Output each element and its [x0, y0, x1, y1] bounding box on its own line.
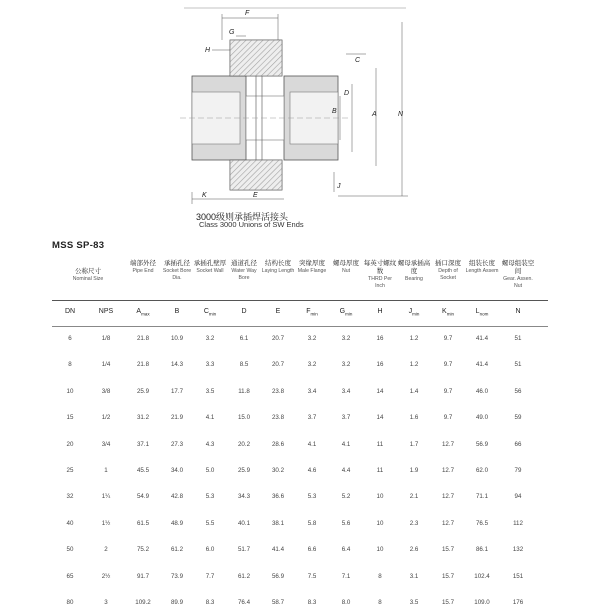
header-c-en: Socket Wall — [196, 268, 224, 274]
table-cell: 16 — [376, 335, 384, 342]
table-cell: 1.7 — [409, 440, 419, 448]
table-cell: 3.3 — [205, 361, 215, 369]
table-cell: 21.8 — [136, 335, 150, 342]
symbol-a: $A_{max}$ — [136, 308, 150, 317]
table-cell: 91.7 — [136, 572, 150, 580]
header-l-en: Length Assem — [465, 268, 499, 274]
table-cell: 25 — [66, 466, 74, 474]
table-cell: 54.9 — [136, 493, 150, 501]
header-c-zh: 承插孔壁厚 — [193, 260, 227, 267]
header-a — [126, 260, 160, 275]
table-cell: 8.5 — [239, 361, 249, 369]
dim-label-d: D — [344, 90, 350, 97]
table-cell: 51.7 — [237, 546, 251, 554]
table-symbol-row — [52, 300, 548, 326]
table-cell: 31.2 — [136, 414, 150, 422]
table-row — [52, 405, 548, 431]
table-cell: 21.8 — [136, 361, 150, 369]
table-cell: 10.9 — [170, 335, 184, 342]
table-cell: 6 — [68, 335, 72, 342]
table-cell: 86.1 — [475, 546, 489, 554]
table-cell: 10 — [376, 546, 384, 554]
table-cell: 48.9 — [170, 519, 184, 527]
table-cell: 3.2 — [341, 335, 351, 342]
table-cell: 15.0 — [237, 414, 251, 422]
standard-title: MSS SP-83 — [52, 240, 105, 251]
table-cell: 1 — [104, 466, 108, 474]
table-cell: 12.7 — [441, 466, 455, 474]
table-cell: 4.1 — [341, 440, 351, 448]
table-cell: 4.1 — [205, 414, 215, 422]
table-cell: 132 — [512, 546, 524, 554]
table-cell: 28.6 — [271, 440, 285, 448]
table-row — [52, 484, 548, 510]
table-cell: 66 — [514, 440, 522, 448]
table-cell: 7.7 — [205, 572, 215, 580]
symbol-subscript: max — [141, 311, 150, 317]
header-h — [363, 260, 397, 289]
table-row — [52, 537, 548, 563]
header-f — [295, 260, 329, 275]
table-cell: 8 — [378, 598, 382, 606]
table-cell: 5.8 — [307, 519, 317, 527]
table-row — [52, 379, 548, 405]
table-cell: 15.7 — [441, 598, 455, 606]
symbol-d: D — [241, 308, 247, 315]
table-cell: 45.5 — [136, 466, 150, 474]
table-cell: 9.7 — [443, 335, 453, 342]
table-cell: 3.7 — [307, 414, 317, 422]
table-cell: 102.4 — [474, 572, 490, 580]
dim-label-g: G — [229, 29, 235, 36]
header-a-zh: 端部外径 — [130, 260, 156, 267]
symbol-n: N — [515, 308, 521, 315]
table-cell: 16 — [376, 361, 384, 369]
symbol-k: $K_{min}$ — [442, 308, 454, 317]
table-cell: 65 — [66, 572, 74, 580]
table-cell: 20.7 — [271, 361, 285, 369]
table-cell: 15.7 — [441, 572, 455, 580]
table-cell: 1/4 — [101, 361, 111, 369]
table-cell: 4.4 — [341, 466, 351, 474]
table-cell: 25.9 — [237, 466, 251, 474]
table-cell: 2½ — [101, 572, 111, 580]
table-cell: 8.3 — [205, 598, 215, 606]
header-d-en: Water Way Bore — [231, 268, 257, 281]
table-cell: 40 — [66, 519, 74, 527]
table-cell: 6.4 — [341, 546, 351, 554]
table-cell: 11 — [376, 466, 384, 474]
table-cell: 80 — [66, 598, 74, 606]
table-cell: 6.1 — [239, 335, 249, 342]
header-j-zh: 螺母承插高度 — [397, 260, 431, 275]
dim-label-h: H — [205, 47, 211, 54]
table-cell: 3.5 — [409, 598, 419, 606]
table-cell: 89.9 — [170, 598, 184, 606]
header-k-zh: 插口深度 — [435, 260, 461, 267]
table-cell: 3.5 — [205, 387, 215, 395]
table-cell: 1.4 — [409, 387, 419, 395]
header-e — [261, 260, 295, 275]
table-cell: 12.7 — [441, 493, 455, 501]
symbol-b: B — [174, 308, 180, 315]
table-cell: 61.5 — [136, 519, 150, 527]
table-row — [52, 326, 548, 352]
table-cell: 8 — [68, 361, 72, 369]
table-cell: 14 — [376, 387, 384, 395]
table-cell: 38.1 — [271, 519, 285, 527]
table-cell: 6.0 — [205, 546, 215, 554]
table-cell: 4.6 — [307, 466, 317, 474]
table-cell: 8.0 — [341, 598, 351, 606]
table-cell: 32 — [66, 493, 74, 501]
table-cell: 46.0 — [475, 387, 489, 395]
table-cell: 3.2 — [307, 361, 317, 369]
symbol-h: H — [377, 308, 383, 315]
table-cell: 1/2 — [101, 414, 111, 422]
table-cell: 7.5 — [307, 572, 317, 580]
table-cell: 56.9 — [271, 572, 285, 580]
table-cell: 9.7 — [443, 387, 453, 395]
table-cell: 1¼ — [101, 493, 111, 501]
header-g-en: Nut — [341, 268, 351, 274]
table-cell: 20.7 — [271, 335, 285, 342]
header-n-en: Gear. Assen. Nut — [503, 276, 533, 289]
symbol-c: $C_{min}$ — [203, 308, 217, 317]
header-a-en: Pipe End — [132, 268, 154, 274]
header-size-zh: 公称尺寸 — [75, 268, 101, 275]
table-cell: 14 — [376, 414, 384, 422]
table-row — [52, 590, 548, 616]
header-k — [431, 260, 465, 281]
table-cell: 71.1 — [475, 493, 489, 501]
header-b-en: Socket Bore Dia. — [162, 268, 192, 281]
table-cell: 51 — [514, 335, 522, 342]
header-d-zh: 通道孔径 — [231, 260, 257, 267]
table-cell: 21.9 — [170, 414, 184, 422]
table-cell: 14.3 — [170, 361, 184, 369]
table-row — [52, 511, 548, 537]
table-cell: 58.7 — [271, 598, 285, 606]
header-j — [397, 260, 431, 283]
table-cell: 59 — [514, 414, 522, 422]
table-cell: 9.7 — [443, 361, 453, 369]
table-cell: 1.9 — [409, 466, 419, 474]
header-k-en: Depth of Socket — [438, 268, 458, 281]
dim-label-f: F — [245, 10, 250, 17]
header-l-zh: 组装长度 — [469, 260, 495, 267]
table-cell: 51 — [514, 361, 522, 369]
table-cell: 42.8 — [170, 493, 184, 501]
table-cell: 2.3 — [409, 519, 419, 527]
dim-label-j: J — [337, 183, 341, 190]
dim-label-k: K — [202, 192, 207, 199]
table-cell: 62.0 — [475, 466, 489, 474]
table-cell: 37.1 — [136, 440, 150, 448]
table-cell: 3 — [104, 598, 108, 606]
table-cell: 27.3 — [170, 440, 184, 448]
table-cell: 10 — [376, 493, 384, 501]
symbol-subscript: nom — [479, 311, 489, 317]
table-cell: 5.5 — [205, 519, 215, 527]
table-cell: 56 — [514, 387, 522, 395]
header-e-en: Laying Length — [261, 268, 295, 274]
table-cell: 8.3 — [307, 598, 317, 606]
table-cell: 41.4 — [271, 546, 285, 554]
dim-label-n: N — [398, 111, 404, 118]
table-cell: 5.6 — [341, 519, 351, 527]
drawing-caption-chinese: 3000级则承插焊活接头 — [196, 212, 289, 222]
table-cell: 176 — [512, 598, 524, 606]
table-cell: 73.9 — [170, 572, 184, 580]
table-cell: 76.5 — [475, 519, 489, 527]
table-row — [52, 352, 548, 378]
table-cell: 5.2 — [341, 493, 351, 501]
table-cell: 20 — [66, 440, 74, 448]
table-cell: 9.7 — [443, 414, 453, 422]
table-cell: 56.9 — [475, 440, 489, 448]
table-header-row — [52, 258, 548, 300]
symbol-e: E — [275, 308, 281, 315]
symbol-g: $G_{min}$ — [339, 308, 353, 317]
table-body — [52, 326, 548, 616]
table-row — [52, 564, 548, 590]
table-cell: 3/8 — [101, 387, 111, 395]
table-cell: 10 — [376, 519, 384, 527]
table-cell: 5.3 — [307, 493, 317, 501]
header-j-en: Bearing — [405, 276, 423, 282]
table-cell: 3/4 — [101, 440, 111, 448]
symbol-subscript: min — [310, 311, 318, 317]
header-e-zh: 结构长度 — [265, 260, 291, 267]
table-cell: 1.2 — [409, 335, 419, 342]
header-c — [193, 260, 227, 275]
table-cell: 94 — [514, 493, 522, 501]
symbol-subscript: min — [208, 311, 217, 317]
table-cell: 12.7 — [441, 440, 455, 448]
table-cell: 34.3 — [237, 493, 251, 501]
header-g-zh: 螺母厚度 — [333, 260, 359, 267]
table-cell: 109.2 — [135, 598, 151, 606]
table-cell: 7.1 — [341, 572, 351, 580]
table-cell: 3.2 — [307, 335, 317, 342]
table-cell: 112 — [513, 519, 523, 527]
header-size — [58, 268, 118, 283]
table-cell: 30.2 — [271, 466, 285, 474]
header-l — [465, 260, 499, 275]
header-h-en: THRD Per Inch — [368, 276, 392, 289]
table-cell: 50 — [66, 546, 74, 554]
table-cell: 17.7 — [170, 387, 184, 395]
table-cell: 20.2 — [237, 440, 251, 448]
dim-label-c: C — [355, 57, 361, 64]
dimension-table — [52, 258, 548, 616]
table-cell: 25.9 — [136, 387, 150, 395]
symbol-subscript: min — [446, 311, 454, 317]
table-cell: 41.4 — [475, 361, 489, 369]
table-cell: 2 — [104, 546, 108, 554]
table-cell: 3.2 — [341, 361, 351, 369]
symbol-dn: DN — [64, 308, 76, 315]
table-cell: 2.6 — [409, 546, 419, 554]
table-row — [52, 458, 548, 484]
drawing-caption-english: Class 3000 Unions of SW Ends — [199, 220, 304, 229]
table-cell: 6.6 — [307, 546, 317, 554]
header-h-zh: 每英寸螺纹数 — [363, 260, 397, 275]
table-cell: 109.0 — [474, 598, 490, 606]
table-cell: 3.7 — [341, 414, 351, 422]
table-cell: 40.1 — [237, 519, 251, 527]
table-cell: 1.6 — [409, 414, 419, 422]
table-cell: 11 — [376, 440, 384, 448]
table-cell: 4.1 — [307, 440, 317, 448]
table-cell: 75.2 — [136, 546, 150, 554]
symbol-l: $L_{nom}$ — [475, 308, 489, 317]
table-cell: 1½ — [101, 519, 111, 527]
table-cell: 61.2 — [237, 572, 251, 580]
table-cell: 5.3 — [205, 493, 215, 501]
table-cell: 4.3 — [205, 440, 215, 448]
symbol-subscript: min — [345, 311, 353, 317]
table-cell: 3.2 — [205, 335, 215, 342]
header-b-zh: 承插孔径 — [164, 260, 190, 267]
table-cell: 79 — [514, 466, 522, 474]
table-cell: 23.8 — [271, 414, 285, 422]
table-cell: 23.8 — [271, 387, 285, 395]
table-cell: 15 — [66, 414, 74, 422]
symbol-nps: NPS — [98, 308, 114, 315]
symbol-j: $J_{min}$ — [408, 308, 420, 317]
header-f-en: Male Flange — [297, 268, 327, 274]
table-cell: 15.7 — [441, 546, 455, 554]
header-n — [501, 260, 535, 289]
table-cell: 3.4 — [307, 387, 317, 395]
table-cell: 8 — [378, 572, 382, 580]
table-cell: 2.1 — [409, 493, 419, 501]
table-cell: 3.4 — [341, 387, 351, 395]
table-cell: 5.0 — [205, 466, 215, 474]
header-f-zh: 突缘厚度 — [299, 260, 325, 267]
table-cell: 41.4 — [475, 335, 489, 342]
header-g — [329, 260, 363, 275]
table-cell: 151 — [512, 572, 524, 580]
table-cell: 36.6 — [271, 493, 285, 501]
header-d — [227, 260, 261, 281]
header-n-zh: 螺母组装空间 — [501, 260, 535, 275]
table-row — [52, 432, 548, 458]
dim-label-e: E — [253, 192, 258, 199]
table-cell: 61.2 — [170, 546, 184, 554]
dim-label-b: B — [332, 108, 337, 115]
header-size-en: Nominal Size — [72, 276, 104, 282]
table-cell: 1/8 — [101, 335, 111, 342]
table-cell: 10 — [66, 387, 74, 395]
table-cell: 3.1 — [409, 572, 419, 580]
dim-label-a: A — [372, 111, 377, 118]
table-cell: 76.4 — [237, 598, 251, 606]
table-cell: 34.0 — [170, 466, 184, 474]
union-cross-section-drawing — [150, 0, 440, 232]
table-cell: 49.0 — [475, 414, 489, 422]
header-b — [160, 260, 194, 281]
symbol-f: $F_{min}$ — [306, 308, 318, 317]
table-cell: 11.8 — [238, 387, 250, 395]
table-cell: 12.7 — [441, 519, 455, 527]
table-cell: 1.2 — [409, 361, 419, 369]
symbol-subscript: min — [412, 311, 420, 317]
